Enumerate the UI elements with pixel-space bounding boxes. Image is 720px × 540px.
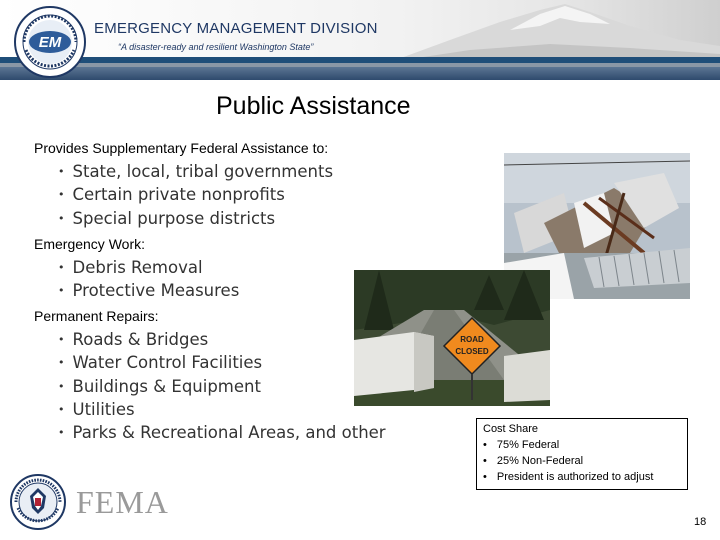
division-tagline: “A disaster-ready and resilient Washington State” <box>118 42 314 52</box>
list-item: • Roads & Bridges <box>58 328 386 351</box>
road-sign-text: CLOSED <box>455 347 489 356</box>
list-item: • Debris Removal <box>58 256 239 279</box>
mountain-background-image <box>390 0 720 62</box>
list-item: • State, local, tribal governments <box>58 160 333 183</box>
list-item: • 75% Federal <box>483 437 681 453</box>
list-item: • President is authorized to adjust <box>483 469 681 485</box>
supplementary-list <box>58 160 333 230</box>
list-item: • 25% Non-Federal <box>483 453 681 469</box>
logo-monogram: EM <box>38 34 62 51</box>
page-number: 18 <box>694 516 707 528</box>
cost-share-heading: Cost Share <box>483 423 539 435</box>
slide-title: Public Assistance <box>216 92 411 120</box>
permanent-repairs-list <box>58 328 386 444</box>
cost-share-box <box>476 418 688 490</box>
section-heading-permanent-repairs: Permanent Repairs: <box>34 308 159 324</box>
emergency-work-list <box>58 256 239 303</box>
section-heading-emergency-work: Emergency Work: <box>34 236 145 252</box>
fema-wordmark: FEMA <box>76 484 169 520</box>
division-name: EMERGENCY MANAGEMENT DIVISION <box>94 20 378 37</box>
list-item: • Water Control Facilities <box>58 351 386 374</box>
road-sign-text: ROAD <box>460 335 484 344</box>
washington-emd-seal-icon <box>14 6 86 78</box>
header-stripe-lower <box>0 67 720 80</box>
list-item: • Utilities <box>58 398 386 421</box>
list-item: • Parks & Recreational Areas, and other <box>58 421 386 444</box>
cost-share-list <box>483 437 681 485</box>
list-item: • Certain private nonprofits <box>58 183 333 206</box>
list-item: • Buildings & Equipment <box>58 375 386 398</box>
list-item: • Special purpose districts <box>58 207 333 230</box>
dhs-seal-icon <box>10 474 66 530</box>
road-closed-photo <box>354 270 550 406</box>
section-heading-supplementary: Provides Supplementary Federal Assistance to: <box>34 140 329 156</box>
list-item: • Protective Measures <box>58 279 239 302</box>
